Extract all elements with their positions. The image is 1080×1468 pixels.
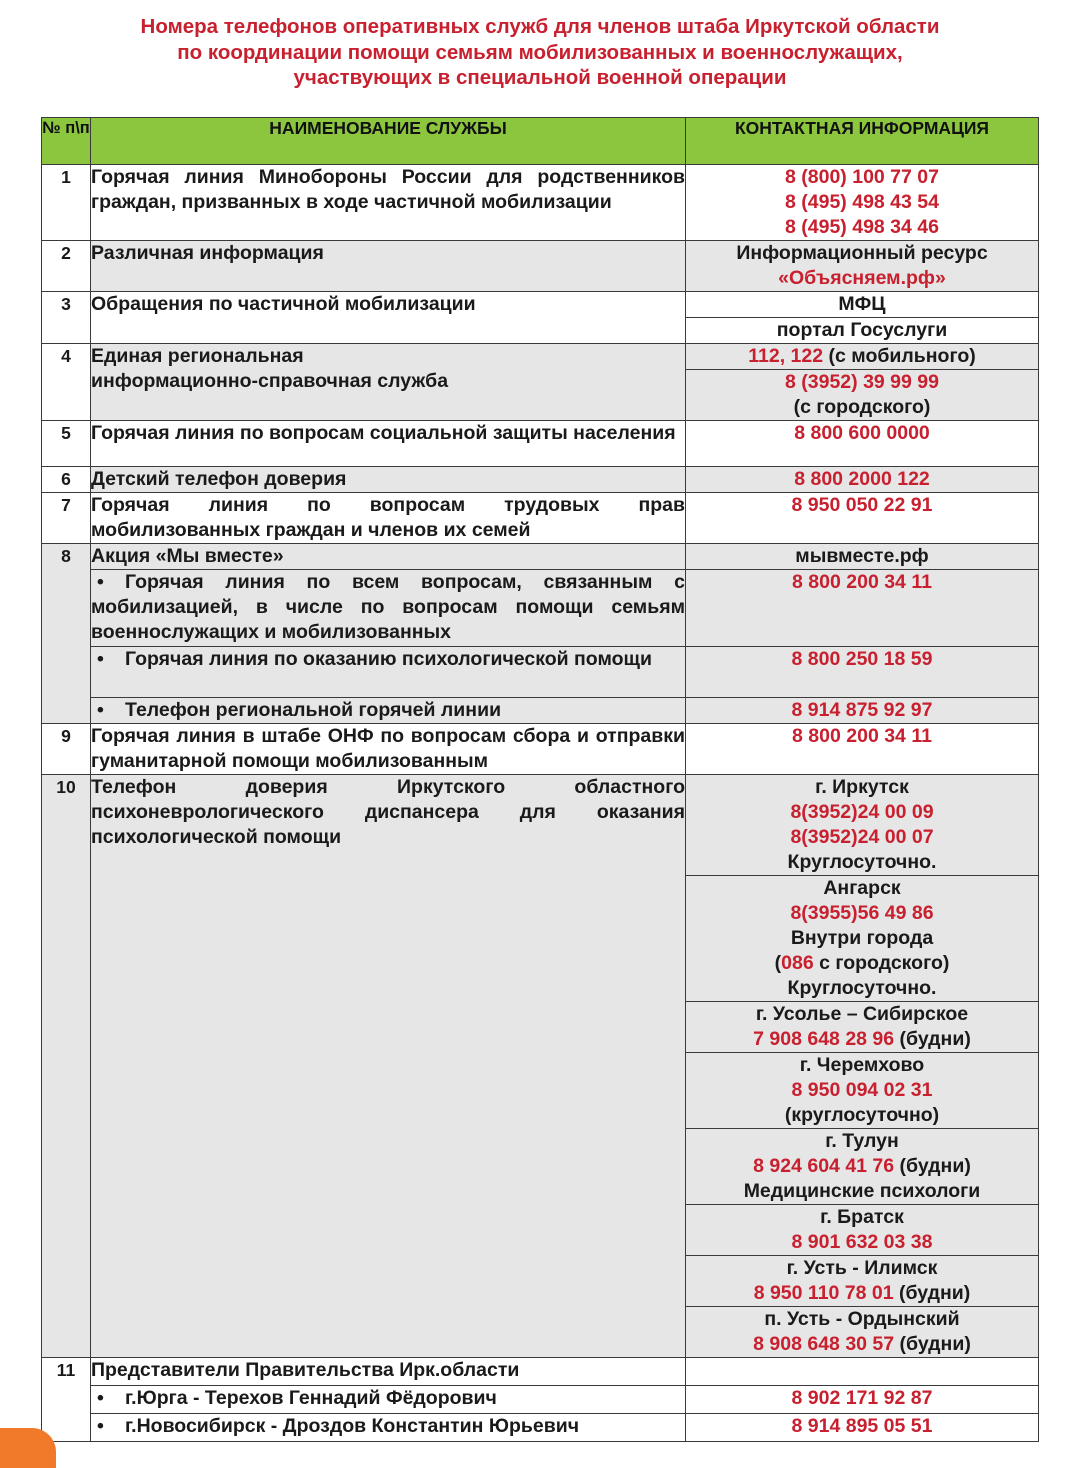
service-name-line: информационно-справочная служба [91,370,449,392]
header-name: НАИМЕНОВАНИЕ СЛУЖБЫ [91,118,686,165]
phone-number: 8 (495) 498 43 54 [785,191,939,213]
sub-service-name [91,1414,686,1442]
row-number: 7 [42,493,91,544]
city-contact [686,775,1039,876]
row-number: 1 [42,165,91,241]
hours-note: Круглосуточно. [787,851,937,873]
phone-line: 8 908 648 30 57 (будни) [753,1333,971,1355]
city-name: г. Тулун [825,1130,899,1152]
city-name: г. Усть - Илимск [786,1257,938,1279]
city-contact [686,1002,1039,1053]
table-row [42,344,1039,370]
title-line: участвующих в специальной военной операции [293,66,787,89]
resource-title: Информационный ресурс [736,242,988,264]
bullet-text: • Горячая линия по оказанию психологической помощи [91,648,652,670]
hours-note: (круглосуточно) [784,1104,940,1126]
phone-number: 8(3952)24 00 09 [790,801,934,823]
table-subrow [42,1414,1039,1442]
service-name-line: Единая региональная [91,345,304,367]
bullet-text: • г.Юрга - Терехов Геннадий Фёдорович [91,1387,497,1409]
title-line: Номера телефонов оперативных служб для членов штаба Иркутской области [140,15,940,38]
service-name: Горячая линия по вопросам трудовых прав мобилизованных граждан и членов их семей [91,493,686,544]
city-name: Ангарск [823,877,901,899]
contact-cell: портал Госуслуги [686,318,1039,344]
phone-note: (с городского) [793,396,931,418]
phone-number: 8 950 050 22 91 [686,493,1039,544]
table-row [42,165,1039,241]
service-name: Телефон доверия Иркутского областного психоневрологического диспансера для оказания психологической помощи [91,775,686,1358]
table-row [42,467,1039,493]
phone-number: 8 800 2000 122 [686,467,1039,493]
contact-cell [686,344,1039,370]
phone-line: 8 950 110 78 01 (будни) [753,1282,971,1304]
row-number: 2 [42,241,91,292]
table-header-row [42,118,1039,165]
contact-cell [686,1358,1039,1386]
title-line: по координации помощи семьям мобилизованных и военнослужащих, [177,40,903,64]
table-subrow [42,1386,1039,1414]
sub-service-name [91,698,686,724]
sub-service-name [91,647,686,698]
phone-number: 8 924 604 41 76 [753,1155,895,1177]
city-name: г. Иркутск [815,776,909,798]
phone-number: 8 950 094 02 31 [791,1079,933,1101]
phone-number: 8 (3952) 39 99 99 [785,371,939,393]
phone-note: (086 с городского) [774,952,950,974]
bullet-text: • Телефон региональной горячей линии [91,699,501,721]
phone-number: 8 800 200 34 11 [686,724,1039,775]
phone-number: 112, 122 [748,345,824,367]
table-row [42,775,1039,876]
phone-number: 8 950 110 78 01 [753,1282,894,1304]
contact-cell [686,370,1039,421]
service-name: Акция «Мы вместе» [91,544,686,570]
row-number: 3 [42,292,91,344]
row-number: 10 [42,775,91,1358]
phone-number: 8 914 895 05 51 [686,1414,1039,1442]
phone-number: 8(3952)24 00 07 [790,826,934,848]
city-contact [686,1129,1039,1205]
phone-line: 7 908 648 28 96 (будни) [753,1028,971,1050]
table-subrow [42,647,1039,698]
city-name: г. Черемхово [799,1054,925,1076]
city-contact [686,1205,1039,1256]
table-row [42,493,1039,544]
phone-note: Внутри города [790,927,934,949]
phone-line: 8 924 604 41 76 (будни) [753,1155,971,1177]
row-number: 4 [42,344,91,421]
table-row [42,292,1039,318]
phone-number: 8 (495) 498 34 46 [785,216,939,238]
row-number: 6 [42,467,91,493]
row-number: 9 [42,724,91,775]
city-contact [686,1053,1039,1129]
phone-number: 8 (800) 100 77 07 [785,166,939,188]
table-row [42,724,1039,775]
header-num: № п\п [42,118,91,165]
service-name [91,344,686,421]
service-name: Представители Правительства Ирк.области [91,1358,686,1386]
city-name: п. Усть - Ордынский [764,1308,960,1330]
phone-number: 8 914 875 92 97 [686,698,1039,724]
table-row [42,241,1039,292]
phone-number: 8 901 632 03 38 [791,1231,933,1253]
service-name: Детский телефон доверия [91,467,686,493]
website[interactable]: мывместе.рф [686,544,1039,570]
table-row [42,421,1039,467]
row-number: 8 [42,544,91,724]
phone-number: 8 800 250 18 59 [686,647,1039,698]
header-contact: КОНТАКТНАЯ ИНФОРМАЦИЯ [686,118,1039,165]
row-number: 11 [42,1358,91,1442]
table-row [42,544,1039,570]
phone-note: (с мобильного) [823,345,976,367]
service-name: Горячая линия в штабе ОНФ по вопросам сбора и отправки гуманитарной помощи мобилизованным [91,724,686,775]
contact-cell [686,241,1039,292]
phone-number: 8 908 648 30 57 [753,1333,895,1355]
sub-service-name [91,1386,686,1414]
table-row [42,1358,1039,1386]
city-contact [686,876,1039,1002]
row-number: 5 [42,421,91,467]
phone-number: 7 908 648 28 96 [753,1028,895,1050]
page-title [0,14,1080,91]
table-subrow [42,570,1039,647]
city-contact [686,1256,1039,1307]
city-name: г. Усолье – Сибирское [755,1003,969,1025]
city-contact [686,1307,1039,1358]
phone-number: 8 800 600 0000 [686,421,1039,467]
phone-note: Медицинские психологи [743,1180,981,1202]
services-table [41,117,1039,1442]
bullet-text: • Горячая линия по всем вопросам, связанным с мобилизацией, в числе по вопросам помощи семьям военнослужащих и мобилизованных [91,571,685,643]
service-name: Горячая линия по вопросам социальной защиты населения [91,421,686,467]
phone-number: 8 800 200 34 11 [686,570,1039,647]
decorative-corner-shape [0,1428,56,1468]
phone-number: 8 902 171 92 87 [686,1386,1039,1414]
sub-service-name [91,570,686,647]
resource-link[interactable]: «Объясняем.рф» [778,267,946,289]
table-subrow [42,698,1039,724]
service-name: Обращения по частичной мобилизации [91,292,686,344]
city-name: г. Братск [820,1206,904,1228]
phone-number: 8(3955)56 49 86 [790,902,934,924]
hours-note: Круглосуточно. [787,977,937,999]
contact-cell: МФЦ [686,292,1039,318]
service-name: Горячая линия Минобороны России для родственников граждан, призванных в ходе частичной мобилизации [91,165,686,241]
bullet-text: • г.Новосибирск - Дроздов Константин Юрьевич [91,1415,579,1437]
contact-cell [686,165,1039,241]
service-name: Различная информация [91,241,686,292]
